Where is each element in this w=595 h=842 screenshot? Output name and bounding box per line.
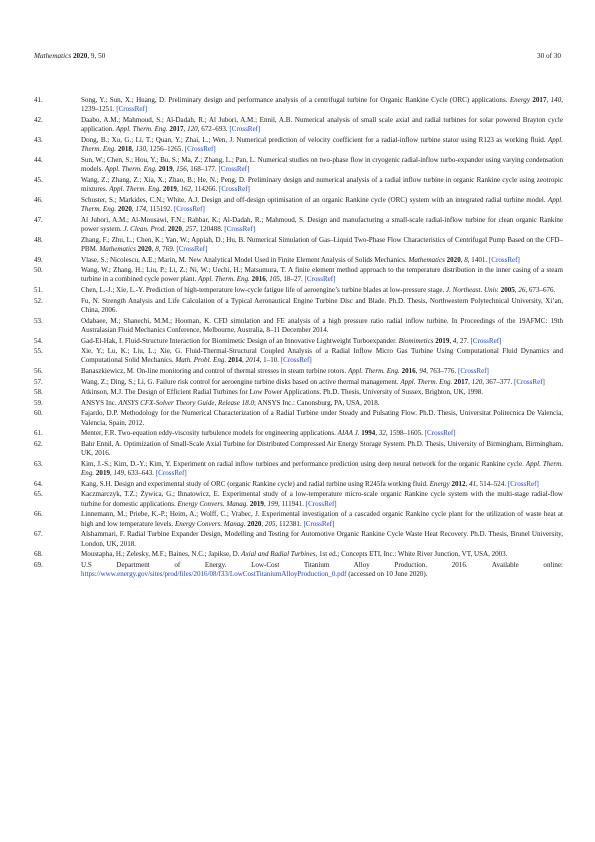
reference-year: 2019 — [249, 499, 264, 508]
reference-item — [34, 510, 563, 529]
reference-text: Daabo, A.M.; Mahmoud, S.; Al-Dadah, R.; Al Jubori, A.M.; Ennil, A.B. Numerical analysis of small scale axial and radial turbines for solar powered Brayton cycle application. — [81, 115, 563, 134]
crossref-link[interactable]: [CrossRef] — [224, 224, 256, 233]
reference-text: , 633–643. — [124, 469, 156, 478]
reference-text: Xie, Y.; Lu, K.; Liu, L.; Xie, G. Fluid-Thermal-Structural Coupled Analysis of a Radial Inflow Micro Gas Turbine Using Computational Fluid Dynamics and Computational Solid Mechanics. — [81, 347, 563, 365]
reference-list — [34, 96, 563, 581]
reference-italic-text: 149 — [113, 469, 125, 478]
reference-text: , 1st ed.; Concepts ETI, Inc.: White River Junction, VT, USA, 2003. — [315, 550, 508, 559]
reference-italic-text: 205 — [264, 519, 276, 528]
reference-text: , 18–27. — [279, 275, 305, 284]
reference-year: 2016 — [401, 367, 416, 376]
reference-item — [34, 347, 563, 366]
reference-text: , 673–676. — [525, 286, 556, 295]
reference-number: 58. — [34, 388, 43, 397]
reference-item — [34, 530, 563, 549]
reference-italic-text: 41 — [469, 479, 477, 488]
reference-number: 66. — [34, 510, 43, 519]
reference-number: 67. — [34, 530, 43, 539]
reference-italic-text: Mathematics — [408, 255, 445, 264]
reference-text: , 1–10. — [259, 356, 281, 365]
reference-text: (accessed on 10 June 2020). — [346, 570, 428, 579]
reference-italic-text: Math. Probl. Eng. — [175, 356, 227, 365]
reference-italic-text: Appl. Therm. Eng. — [81, 195, 563, 214]
reference-text: Odabaee, M.; Shanechi, M.M.; Hooman, K. CFD simulation and FE analysis of a high pressure ratio radial inflow turbine. In Proceedings of the 19AFMC: 19th Australasian Fluid Mechanics Conference, Melbourne, Australia, 8–11 December 2014. — [81, 316, 563, 334]
crossref-link[interactable]: [CrossRef] — [176, 244, 208, 253]
reference-number: 68. — [34, 550, 43, 559]
reference-text: Linnemann, M.; Priebe, K.-P.; Heim, A.; Wolff, C.; Vrabec, J. Experimental investigation of a cascaded organic Rankine cycle plant for the utilization of waste heat at high and low temperature levels. — [81, 510, 563, 528]
reference-text: Gad-El-Hak, I. Fluid-Structure Interaction for Biomimetic Design of an Innovative Lightweight Turboexpander. — [81, 336, 399, 345]
reference-italic-text: 32 — [378, 429, 386, 438]
reference-text: , — [131, 145, 136, 154]
reference-text: , 367–377. — [482, 377, 514, 386]
reference-text: , — [183, 125, 188, 134]
reference-year: 2020 — [167, 224, 182, 233]
reference-year: 2020 — [446, 255, 461, 264]
reference-item — [34, 317, 563, 336]
crossref-link[interactable]: [CrossRef] — [184, 145, 216, 154]
reference-text: , 514–524. — [476, 479, 508, 488]
reference-text: , — [468, 377, 472, 386]
reference-text: , 1401. — [467, 255, 489, 264]
reference-italic-text: Appl. Therm. Eng. — [347, 367, 400, 376]
reference-text: Menter, F.R. Two-equation eddy-viscosity turbulence models for engineering applications. — [81, 429, 338, 438]
reference-italic-text: 174 — [135, 205, 147, 214]
reference-italic-text: Appl. Therm. Eng. — [198, 275, 250, 284]
reference-text: Banaszkiewicz, M. On-line monitoring and control of thermal stresses in steam turbine rotors. — [81, 367, 348, 376]
reference-italic-text: Appl. Therm. Eng. — [81, 459, 564, 478]
reference-italic-text: 199 — [267, 499, 279, 508]
crossref-link[interactable]: [CrossRef] — [303, 519, 335, 528]
reference-number: 69. — [34, 560, 43, 569]
crossref-link[interactable]: [CrossRef] — [507, 479, 539, 488]
reference-italic-text: 130 — [135, 145, 147, 154]
reference-year: 2017 — [454, 377, 469, 386]
reference-text: , — [176, 185, 181, 194]
crossref-link[interactable]: [CrossRef] — [457, 367, 489, 376]
reference-number: 48. — [34, 235, 43, 244]
reference-item — [34, 256, 563, 265]
reference-text: , — [172, 165, 177, 174]
reference-text: Moustapha, H.; Zelesky, M.F.; Baines, N.C.; Japikse, D. — [81, 550, 242, 559]
reference-number: 45. — [34, 175, 43, 184]
reference-italic-text: Energy Convers. Manag. — [177, 499, 249, 508]
reference-item — [34, 196, 563, 215]
reference-italic-text: 257 — [185, 224, 197, 233]
reference-italic-text: Energy Convers. Manag. — [174, 519, 246, 528]
reference-text: , — [415, 367, 420, 376]
reference-italic-text: 2014 — [245, 356, 260, 365]
journal-year: 2020 — [72, 52, 88, 60]
reference-year: 2017 — [532, 96, 547, 104]
crossref-link[interactable]: [CrossRef] — [218, 185, 250, 194]
reference-text: Al Jubori, A.M.; Al-Mousawi, F.N.; Rahbar, K.; Al-Dadah, R.; Mahmoud, S. Design and manufacturing a small-scale radial-inflow turbine for clean organic Rankine power system. — [81, 215, 563, 233]
reference-number: 44. — [34, 155, 43, 164]
reference-text: , 1598–1605. — [385, 429, 425, 438]
reference-text: , 672–693. — [197, 125, 230, 134]
reference-item — [34, 297, 563, 316]
reference-item — [34, 490, 563, 509]
reference-italic-text: Biomimetics — [398, 336, 434, 345]
reference-text: Fu, N. Strength Analysis and Life Calculation of a Typical Aeronautical Engine Turbine Disc and Blade. Ph.D. Thesis, Northwestern Polytechnical University, Xi’an, China, 2006. — [81, 296, 563, 314]
reference-text: , 168–177. — [186, 165, 219, 174]
reference-item — [34, 337, 563, 346]
reference-item — [34, 367, 563, 376]
reference-number: 64. — [34, 479, 43, 488]
reference-year: 2019 — [95, 469, 110, 478]
reference-year: 2019 — [435, 336, 450, 345]
reference-text: , — [449, 336, 453, 345]
reference-text: Atkinson, M.J. The Design of Efficient Radial Turbines for Low Power Applications. Ph.D. Thesis, University of Sussex, Brighton, UK, 1998. — [81, 388, 484, 397]
reference-italic-text: J. Northeast. Univ. — [446, 286, 499, 295]
reference-italic-text: Axial and Radial Turbines — [241, 550, 316, 559]
crossref-link[interactable]: [CrossRef] — [488, 255, 520, 264]
reference-item — [34, 116, 563, 135]
reference-text: Alshammari, F. Radial Turbine Expander Design, Modelling and Testing for Automotive Organic Rankine Cycle Waste Heat Recovery. Ph.D. Thesis, Brunel University, London, UK, 2018. — [81, 530, 563, 548]
journal-citation — [34, 52, 105, 60]
reference-italic-text: 162 — [180, 185, 192, 194]
reference-number: 54. — [34, 336, 43, 345]
crossref-link[interactable]: [CrossRef] — [305, 499, 337, 508]
reference-italic-text: Appl. Therm. Eng. — [400, 377, 453, 386]
reference-item — [34, 550, 563, 559]
reference-number: 52. — [34, 296, 43, 305]
reference-text: , — [151, 244, 156, 253]
reference-italic-text: 156 — [176, 165, 187, 174]
reference-item — [34, 156, 563, 175]
reference-item — [34, 378, 563, 387]
reference-italic-text: Mathematics — [99, 244, 136, 253]
crossref-link[interactable]: [CrossRef] — [304, 275, 336, 284]
reference-italic-text: ANSYS CFX-Solver Theory Guide, Release 18.0 — [118, 398, 255, 407]
reference-number: 49. — [34, 255, 43, 264]
reference-number: 51. — [34, 286, 43, 295]
reference-text: , — [514, 286, 519, 295]
url-link[interactable]: https://www.energy.gov/sites/prod/files/2016/08/f33/LowCostTitaniumAlloyProduction_0.pdf — [81, 570, 347, 579]
reference-year: 2020 — [137, 244, 152, 253]
reference-number: 62. — [34, 439, 43, 448]
running-header — [34, 52, 561, 64]
reference-text: , — [181, 224, 186, 233]
reference-text: , 112381. — [275, 519, 304, 528]
reference-number: 65. — [34, 490, 43, 499]
reference-year: 1994 — [361, 429, 376, 438]
reference-text: , 115192. — [146, 205, 174, 214]
reference-italic-text: AIAA J. — [337, 429, 360, 438]
journal-name: Mathematics — [34, 52, 72, 60]
reference-year: 2020 — [117, 205, 132, 214]
reference-year: 2019 — [162, 185, 177, 194]
reference-year: 2016 — [251, 275, 266, 284]
reference-number: 57. — [34, 377, 43, 386]
journal-volume-info: , 9, 50 — [87, 52, 106, 60]
reference-text: ANSYS Inc. — [81, 398, 119, 407]
reference-text: Schuster, S.; Markides, C.N.; White, A.J. Design and off-design optimisation of an organic Rankine cycle (ORC) system with an integrated radial turbine model. — [81, 195, 548, 204]
reference-text: , 763–776. — [426, 367, 458, 376]
reference-text: , 27. — [456, 336, 471, 345]
reference-text: , — [131, 205, 136, 214]
reference-item — [34, 286, 563, 295]
crossref-link[interactable]: [CrossRef] — [424, 429, 456, 438]
reference-text: , — [460, 255, 465, 264]
reference-text: Fajardo, D.P. Methodology for the Numerical Characterization of a Radial Turbine under Steady and Pulsating Flow. Ph.D. Thesis, Universitat Politecnica De Valencia, Valencia, Spain, 2012. — [81, 409, 563, 427]
reference-text: Wang, Z.; Zhang, Z.; Xia, X.; Zhao, B.; He, N.; Peng, D. Preliminary design and numerical analysis of a radial inflow turbine in organic Rankine cycle using zeotropic mixtures. — [81, 175, 563, 194]
reference-item — [34, 176, 563, 195]
reference-italic-text: 8 — [464, 255, 468, 264]
reference-item — [34, 480, 563, 489]
reference-number: 50. — [34, 266, 43, 275]
reference-year: 2020 — [247, 519, 262, 528]
reference-italic-text: Appl. Therm. Eng. — [104, 165, 157, 174]
reference-item — [34, 561, 563, 580]
reference-text: , — [265, 275, 270, 284]
reference-number: 43. — [34, 135, 43, 144]
reference-item — [34, 266, 563, 285]
reference-item — [34, 136, 563, 155]
reference-number: 63. — [34, 459, 43, 468]
reference-year: 2012 — [451, 479, 466, 488]
reference-italic-text: J. Clean. Prod. — [123, 224, 167, 233]
reference-italic-text: 120 — [471, 377, 483, 386]
reference-italic-text: 105 — [269, 275, 280, 284]
reference-text: Kim, J.-S.; Kim, D.-Y.; Kim, Y. Experiment on radial inflow turbines and performance prediction using deep neural network for the organic Rankine cycle. — [81, 459, 526, 468]
reference-year: 2019 — [158, 165, 173, 174]
reference-text: Zhang, F.; Zhu, L.; Chen, K.; Yan, W.; Appiah, D.; Hu, B. Numerical Simulation of Gas–Liquid Two-Phase Flow Characteristics of Centrifugal Pump Based on the CFD–PBM. — [81, 235, 563, 253]
reference-text: , 1256–1265. — [146, 145, 185, 154]
reference-text: Wang, Z.; Ding, S.; Li, G. Failure risk control for aeroengine turbine disks based on active thermal management. — [81, 377, 401, 386]
reference-text: , — [242, 356, 246, 365]
reference-number: 42. — [34, 115, 43, 124]
reference-text: , — [465, 479, 470, 488]
reference-number: 46. — [34, 195, 43, 204]
reference-text: , 1239–1251. — [81, 96, 563, 114]
crossref-link[interactable]: [CrossRef] — [280, 356, 312, 365]
reference-number: 60. — [34, 409, 43, 418]
reference-number: 59. — [34, 398, 43, 407]
reference-number: 53. — [34, 316, 43, 325]
reference-text: Song, Y.; Sun, X.; Huang, D. Preliminary design and performance analysis of a centrifugal turbine for Organic Rankine Cycle (ORC) applications. — [81, 96, 510, 104]
reference-text: , 120488. — [196, 224, 225, 233]
reference-italic-text: 26 — [518, 286, 526, 295]
reference-italic-text: Energy — [429, 479, 450, 488]
reference-text: , 114266. — [191, 185, 219, 194]
reference-year: 2017 — [169, 125, 184, 134]
reference-item — [34, 388, 563, 397]
reference-text: Kang, S.H. Design and experimental study of ORC (organic Rankine cycle) and radial turbine using R245fa working fluid. — [81, 479, 430, 488]
reference-item — [34, 216, 563, 235]
reference-number: 61. — [34, 429, 43, 438]
reference-item — [34, 236, 563, 255]
crossref-link[interactable]: [CrossRef] — [470, 336, 502, 345]
reference-number: 41. — [34, 96, 43, 104]
crossref-link[interactable]: [CrossRef] — [513, 377, 545, 386]
crossref-link[interactable]: [CrossRef] — [155, 469, 187, 478]
page-number: 30 of 30 — [537, 52, 561, 60]
crossref-link[interactable]: [CrossRef] — [229, 125, 261, 134]
reference-item — [34, 460, 563, 479]
reference-text: Kaczmarczyk, T.Z.; Żywica, G.; Ihnatowicz, E. Experimental study of a low-temperature micro-scale organic Rankine cycle system with the multi-stage radial-flow turbine for domestic applications. — [81, 490, 563, 508]
reference-text: Chen, L.-J.; Xie, L.-Y. Prediction of high-temperature low-cycle fatigue life of aeroengine’s turbine blades at low-pressure stage. — [81, 286, 447, 295]
reference-text: U.S Department of Energy. Low-Cost Titanium Alloy Production. 2016. Available online: — [81, 560, 563, 569]
reference-italic-text: Appl. Therm. Eng. — [81, 135, 563, 154]
reference-text: , — [261, 519, 265, 528]
reference-text: ; ANSYS Inc.: Canonsburg, PA, USA, 2018. — [254, 398, 380, 407]
reference-year: 2014 — [227, 356, 243, 365]
reference-italic-text: 94 — [419, 367, 427, 376]
reference-year: 2005 — [500, 286, 515, 295]
reference-text: Dong, B.; Xu, G.; Li, T.; Quan, Y.; Zhai, L.; Wen, J. Numerical prediction of velocity coefficient for a radial-inflow turbine stator using R123 as working fluid. — [81, 135, 548, 144]
reference-italic-text: 4 — [452, 336, 457, 345]
reference-number: 55. — [34, 347, 43, 356]
reference-text: Bahr Ennil, A. Optimization of Small-Scale Axial Turbine for Distributed Compressed Air Energy Storage System. Ph.D. Thesis, University of Birmingham, Birmingham, UK, 2016. — [81, 439, 563, 458]
reference-text: , — [375, 429, 379, 438]
reference-italic-text: Appl. Therm. Eng. — [115, 125, 168, 134]
reference-text: Wang, W.; Zhang, H.; Liu, P.; Li, Z.; Ni, W.; Uechi, H.; Matsumura, T. A finite element method approach to the temperature distribution in the inner casing of a steam turbine in a combined cycle power plant. — [81, 266, 563, 284]
crossref-link[interactable]: [CrossRef] — [173, 205, 205, 214]
reference-item — [34, 429, 563, 438]
crossref-link[interactable]: [CrossRef] — [218, 165, 250, 174]
reference-year: 2018 — [117, 145, 132, 154]
reference-number: 56. — [34, 367, 43, 376]
crossref-link[interactable]: [CrossRef] — [116, 105, 148, 114]
reference-number: 47. — [34, 215, 43, 224]
reference-item — [34, 440, 563, 459]
reference-item — [34, 399, 563, 408]
reference-italic-text: 140 — [550, 96, 562, 104]
reference-text: Sun, W.; Chen, S.; Hou, Y.; Bu, S.; Ma, Z.; Zhang, L.; Pan, L. Numerical studies on two-phase flow in cryogenic radial-inflow turbo-expander using varying condensation models. — [81, 155, 563, 174]
reference-text: , — [263, 499, 268, 508]
reference-text: , 111941. — [278, 499, 306, 508]
reference-italic-text: Energy — [509, 96, 530, 104]
reference-text: , — [109, 469, 114, 478]
reference-italic-text: Appl. Therm. Eng. — [109, 185, 162, 194]
reference-italic-text: 8 — [155, 244, 159, 253]
reference-item — [34, 96, 563, 115]
reference-text: , 769. — [158, 244, 177, 253]
reference-italic-text: 120 — [187, 125, 198, 134]
reference-item — [34, 409, 563, 428]
reference-text: Vlase, S.; Nicolescu, A.E.; Marin, M. New Analytical Model Used in Finite Element Analysis of Solids Mechanics. — [81, 255, 409, 264]
reference-text: , — [546, 96, 551, 104]
